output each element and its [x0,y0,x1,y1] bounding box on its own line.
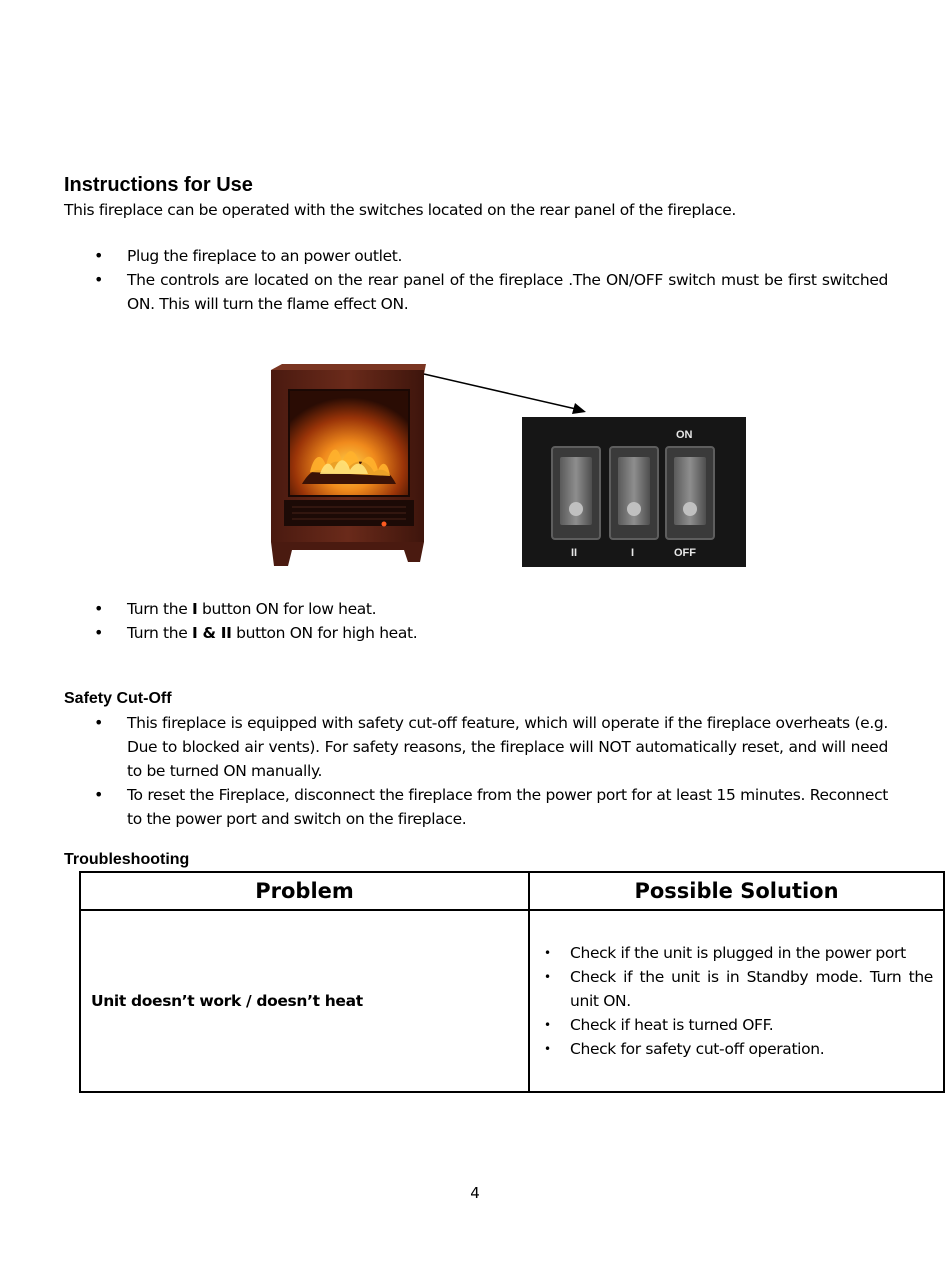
list-item: • To reset the Fireplace, disconnect the fireplace from the power port for at least 15 minutes. Reconnect to the power port and switch on the fireplace. [92,783,888,831]
column-header-problem: Problem [80,872,529,910]
solution-cell [529,910,944,1092]
section-title-instructions: Instructions for Use [64,174,253,196]
list-item: • Check if heat is turned OFF. [544,1013,933,1037]
heat-steps-list [92,597,888,645]
list-item: • This fireplace is equipped with safety cut-off feature, which will operate if the fireplace overheats (e.g. Due to blocked air vents). For safety reasons, the fireplace will NOT automatically reset, and will need to be turned ON manually. [92,711,888,783]
list-item: • Turn the I button ON for low heat. [92,597,888,621]
arrow-pointer-icon [420,370,592,416]
solution-list [544,941,933,1061]
problem-cell: Unit doesn’t work / doesn’t heat [80,910,529,1092]
page-number: 4 [470,1184,480,1202]
instructions-steps-list [92,244,888,316]
list-item: • Check if the unit is in Standby mode. Turn the unit ON. [544,965,933,1013]
troubleshooting-table [79,871,945,1093]
switch-label-one: I [631,547,635,559]
list-item: • Check if the unit is plugged in the power port [544,941,933,965]
list-item: • Check for safety cut-off operation. [544,1037,933,1061]
list-item: • Turn the I & II button ON for high heat. [92,621,888,645]
list-item: • Plug the fireplace to an power outlet. [92,244,888,268]
rear-panel-switches-image [522,417,746,567]
switch-label-on: ON [676,429,693,441]
switch-panel-icon [522,417,746,567]
fireplace-image [268,362,428,568]
safety-list [92,711,888,831]
switch-label-off: OFF [674,547,696,559]
table-header-row [80,872,944,910]
list-item: • The controls are located on the rear panel of the fireplace .The ON/OFF switch must be first switched ON. This will turn the flame effect ON. [92,268,888,316]
section-title-safety: Safety Cut-Off [64,690,172,707]
table-row [80,910,944,1092]
switch-label-two: II [571,547,578,559]
column-header-solution: Possible Solution [529,872,944,910]
instructions-intro: This fireplace can be operated with the switches located on the rear panel of the fireplace. [64,201,737,219]
section-title-troubleshooting: Troubleshooting [64,851,190,868]
